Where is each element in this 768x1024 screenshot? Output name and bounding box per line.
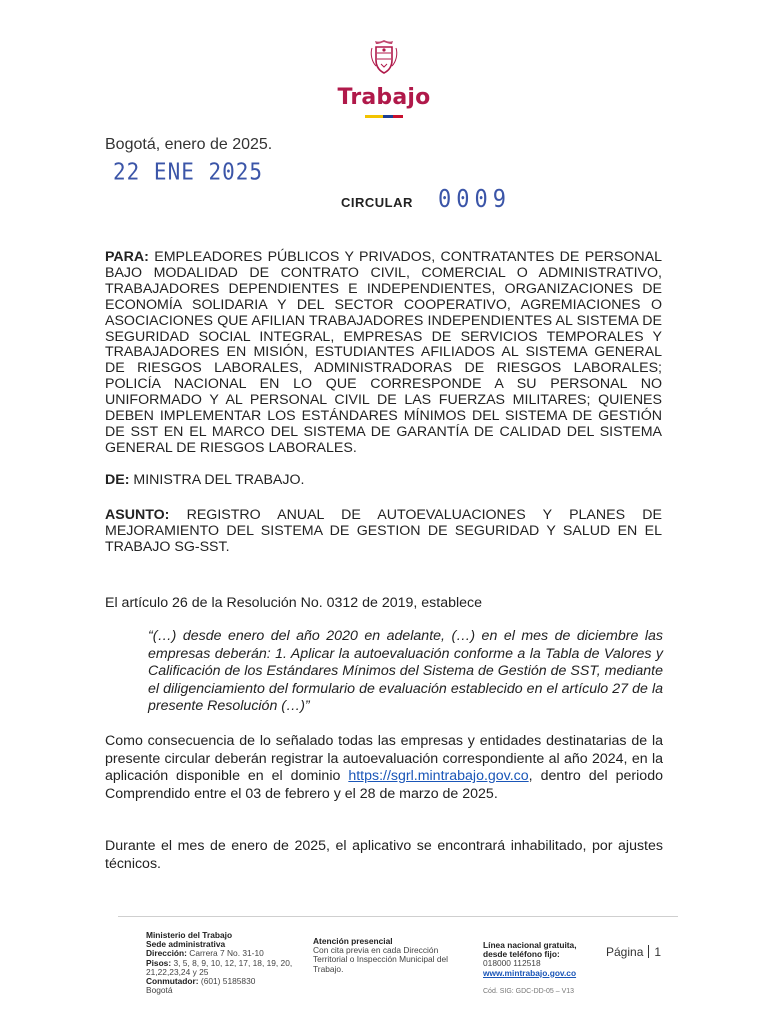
footer-conm-label: Conmutador: bbox=[146, 976, 199, 987]
asunto-text: REGISTRO ANUAL DE AUTOEVALUACIONES Y PLANES DE MEJORAMIENTO DEL SISTEMA DE GESTION DE SEGURIDAD Y SALUD EN EL TRABAJO SG-SST. bbox=[105, 507, 662, 555]
footer-attention-text: Con cita previa en cada Dirección Territorial o Inspección Municipal del Trabajo. bbox=[313, 945, 448, 974]
footer-conm-value: (601) 5185830 bbox=[200, 976, 256, 987]
footer-dir-value: Carrera 7 No. 31-10 bbox=[189, 948, 264, 959]
circular-label: CIRCULAR bbox=[341, 195, 413, 210]
circular-number: 0009 bbox=[438, 185, 511, 214]
footer-sig-code: Cód. SIG: GDC-DD-05 – V13 bbox=[483, 987, 575, 995]
de-label: DE: bbox=[105, 472, 130, 488]
page-separator bbox=[648, 945, 649, 958]
page-label: Página bbox=[606, 945, 644, 959]
legal-quote: “(…) desde enero del año 2020 en adelante, (…) en el mes de diciembre las empresas deberán: 1. Aplicar la autoevaluación conforme a la Tabla de Valores y Calificación de los Estándares Mínimos del Sistema de Gestión de SST, mediante el diligenciamiento del formulario de evaluación establecido en el artículo 27 de la presente Resolución (…)” bbox=[148, 628, 663, 715]
de-text: MINISTRA DEL TRABAJO. bbox=[133, 472, 305, 488]
footer-contact bbox=[146, 931, 306, 995]
addressees-block bbox=[105, 250, 662, 457]
para-text: EMPLEADORES PÚBLICOS Y PRIVADOS, CONTRATANTES DE PERSONAL BAJO MODALIDAD DE CONTRATO CIVIL, COMERCIAL O ADMINISTRATIVO, TRABAJADORES DEPENDIENTES E INDEPENDIENTES, ORGANIZACIONES DE ECONOMÍA SOLIDARIA Y DEL SECTOR COOPERATIVO, AGREMIACIONES O ASOCIACIONES QUE AFILIAN TRABAJADORES INDEPENDIENTES AL SISTEMA DE SEGURIDAD SOCIAL INTEGRAL, EMPRESAS DE SERVICIOS TEMPORALES Y TRABAJADORES EN MISIÓN, ESTUDIANTES AFILIADOS AL SISTEMA GENERAL DE RIESGOS LABORALES, ADMINISTRADORAS DE RIESGOS LABORALES; POLICÍA NACIONAL EN LO QUE CORRESPONDE A SU PERSONAL NO UNIFORMADO Y AL PERSONAL CIVIL DE LAS FUERZAS MILITARES; QUIENES DEBEN IMPLEMENTAR LOS ESTÁNDARES MÍNIMOS DEL SISTEMA DE GESTIÓN DE SST EN EL MARCO DEL SISTEMA DE GARANTÍA DE CALIDAD DEL SISTEMA GENERAL DE RIESGOS LABORALES. bbox=[105, 249, 662, 456]
footer-website-link[interactable]: www.mintrabajo.gov.co bbox=[483, 967, 577, 978]
footer-attention bbox=[313, 937, 458, 974]
sender-block bbox=[105, 473, 662, 489]
footer-pisos-value: 3, 5, 8, 9, 10, 12, 17, 18, 19, 20, 21,22,23,24 y 25 bbox=[146, 957, 293, 977]
footer-hotline-title1: Línea nacional gratuita, bbox=[483, 940, 577, 950]
intro-paragraph: El artículo 26 de la Resolución No. 0312 de 2019, establece bbox=[105, 595, 483, 611]
footer-sede: Sede administrativa bbox=[146, 939, 226, 950]
footer-hotline bbox=[483, 941, 603, 996]
flag-stripe bbox=[0, 115, 768, 118]
footer-attention-title: Atención presencial bbox=[313, 936, 393, 946]
place-date: Bogotá, enero de 2025. bbox=[105, 136, 273, 153]
asunto-label: ASUNTO: bbox=[105, 507, 170, 523]
date-stamp: 22 ENE 2025 bbox=[113, 158, 264, 186]
ministry-logo bbox=[0, 38, 768, 118]
footer-divider bbox=[118, 916, 678, 917]
footer-hotline-title2: desde teléfono fijo: bbox=[483, 949, 560, 960]
footer-pisos-label: Pisos: bbox=[146, 957, 172, 968]
page-number: 1 bbox=[654, 945, 662, 959]
subject-block bbox=[105, 508, 662, 556]
body-paragraph-2 bbox=[105, 733, 663, 803]
footer-phone: 018000 112518 bbox=[483, 958, 541, 969]
brand-name: Trabajo bbox=[337, 85, 431, 110]
body-paragraph-3: Durante el mes de enero de 2025, el aplicativo se encontrará inhabilitado, por ajustes técnicos. bbox=[105, 838, 663, 872]
coat-of-arms-icon bbox=[369, 38, 399, 78]
page-indicator bbox=[606, 945, 661, 959]
footer-city: Bogotá bbox=[146, 985, 173, 996]
para-label: PARA: bbox=[105, 249, 149, 265]
footer-ministry: Ministerio del Trabajo bbox=[146, 930, 233, 940]
footer-dir-label: Dirección: bbox=[146, 948, 187, 959]
p2-text-before: Como consecuencia de lo señalado todas las empresas y entidades destinatarias de la presente circular deberán registrar la autoevaluación correspondiente al año 2024, en la aplicación disponible en el dominio bbox=[105, 733, 663, 785]
p2-text-after: , dentro del periodo Comprendido entre el 03 de febrero y el 28 de marzo de 2025. bbox=[105, 768, 663, 802]
sgrl-link[interactable]: https://sgrl.mintrabajo.gov.co bbox=[348, 768, 529, 785]
